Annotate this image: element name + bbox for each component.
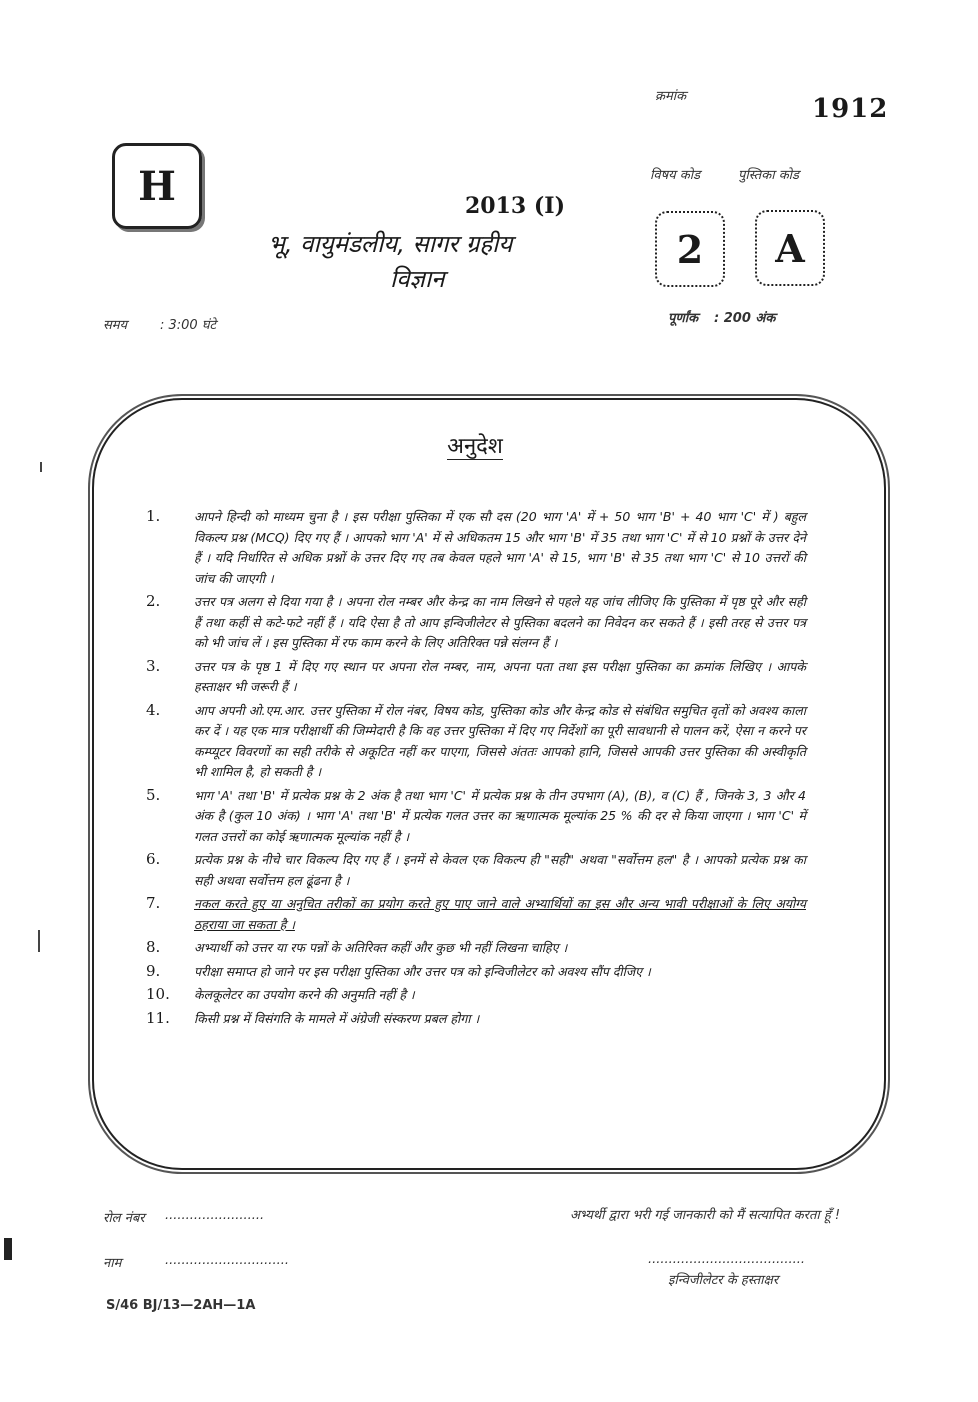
booklet-code: A (775, 225, 805, 271)
signature-line: ...................................... (648, 1252, 806, 1267)
subject-code-label: विषय कोड (650, 168, 701, 183)
instruction-item: 9. परीक्षा समाप्त हो जाने पर इस परीक्षा पुस्तिका और उत्तर पत्र को इन्विजीलेटर को अवश्य सौंप दीजिए । (146, 961, 651, 980)
subject-title-line2: विज्ञान (390, 265, 445, 293)
subject-code: 2 (676, 226, 704, 272)
instruction-item: 5. भाग 'A' तथा 'B' में प्रत्येक प्रश्न के 2 अंक है तथा भाग 'C' में प्रत्येक प्रश्न के तीन उपभाग (A), (B), व (C) हैं , जिनके 3, 3 और 4 अंक है (कुल 10 अंक) । भाग 'A' तथा 'B' में प्रत्येक गलत उत्तर का ऋणात्मक मूल्यांक 25 % की दर से किया जाएगा । भाग 'C' में गलत उत्तरों का कोई ऋणात्मक मूल्यांक नहीं है । (146, 785, 806, 844)
footer-booklet-code: S/46 BJ/13—2AH—1A (106, 1298, 256, 1313)
instructions-list (146, 507, 806, 1032)
instruction-item: 1. आपने हिन्दी को माध्यम चुना है । इस परीक्षा पुस्तिका में एक सौ दस (20 भाग 'A' में + 50 भाग 'B' + 40 भाग 'C' में ) बहुल विकल्प प्रश्न (MCQ) दिए गए हैं । आपको भाग 'A' में से अधिकतम 15 और भाग 'B' में 35 तथा भाग 'C' में से 10 प्रश्नों के उत्तर देने हैं । यदि निर्धारित से अधिक प्रश्नों के उत्तर दिए गए तब केवल पहले भाग 'A' से 15, भाग 'B' से 35 तथा भाग 'C' से 10 उत्तरों की जांच की जाएगी । (146, 507, 806, 586)
instruction-item: 10. केलकूलेटर का उपयोग करने की अनुमति नहीं है । (146, 985, 415, 1003)
scan-speck (40, 462, 42, 472)
name-label: नाम (103, 1256, 122, 1271)
instruction-item: 3. उत्तर पत्र के पृष्ठ 1 में दिए गए स्थान पर अपना रोल नम्बर, नाम, अपना पता तथा इस परीक्षा पुस्तिका का क्रमांक लिखिए । आपके हस्ताक्षर भी जरूरी हैं । (146, 656, 806, 694)
instruction-item: 6. प्रत्येक प्रश्न के नीचे चार विकल्प दिए गए हैं । इनमें से केवल एक विकल्प ही "सही" अथवा "सर्वोत्तम हल" है । आपको प्रत्येक प्रश्न का सही अथवा सर्वोत्तम हल ढूंढना है । (146, 850, 806, 888)
serial-label: क्रमांक (655, 89, 687, 104)
instruction-item: 11. किसी प्रश्न में विसंगति के मामले में अंग्रेजी संस्करण प्रबल होगा । (146, 1008, 480, 1027)
scan-speck (4, 1238, 12, 1260)
instruction-item: 4. आप अपनी ओ.एम.आर. उत्तर पुस्तिका में रोल नंबर, विषय कोड, पुस्तिका कोड और केन्द्र कोड से संबंधित समुचित वृतों को अवश्य काला कर दें । यह एक मात्र परीक्षार्थी की जिम्मेदारी है कि वह उत्तर पुस्तिका में दिए गए निर्देशों का पूरी सावधानी से पालन करें, ऐसा न करने पर कम्प्यूटर विवरणों का सही तरीके से अकूटित नहीं कर पाएगा, जिससे अंततः आपको हानि, जिससे आपकी उत्तर पुस्तिका की अस्वीकृति भी शामिल है, हो सकती है । (146, 700, 806, 779)
booklet-code-label: पुस्तिका कोड (738, 168, 800, 183)
time-label: समय (103, 318, 128, 333)
instruction-item: 8. अभ्यार्थी को उत्तर या रफ पन्नों के अतिरिक्त कहीं और कुछ भी नहीं लिखना चाहिए । (146, 938, 568, 956)
max-marks-label: पूर्णांक (668, 311, 699, 326)
series-letter: H (138, 162, 176, 210)
subject-title-line1: भू, वायुमंडलीय, सागर ग्रहीय (268, 230, 513, 258)
instructions-heading: अनुदेश (447, 434, 503, 459)
instruction-item: 7. नकल करते हुए या अनुचित तरीकों का प्रयोग करते हुए पाए जाने वाले अभ्यार्थियों का इस और अन्य भावी परीक्षाओं के लिए अयोग्य ठहराया जा सकता है । (146, 894, 806, 932)
scan-speck (38, 930, 40, 952)
verification-statement: अभ्यर्थी द्वारा भरी गई जानकारी को मैं सत्यापित करता हूँ ! (570, 1208, 841, 1223)
invigilator-signature-label: इन्विजीलेटर के हस्ताक्षर (668, 1273, 779, 1288)
booklet-code-box (755, 210, 825, 286)
instruction-item: 2. उत्तर पत्र अलग से दिया गया है । अपना रोल नम्बर और केन्द्र का नाम लिखने से पहले यह जांच लीजिए कि पुस्तिका में पृष्ठ पूरे और सही हैं तथा कहीं से कटे-फटे नहीं हैं । यदि ऐसा है तो आप इन्विजीलेटर से पुस्तिका बदलने का निवेदन कर सकते हैं । इसी तरह से उत्तर पत्र को भी जांच लें । इस पुस्तिका में रफ काम करने के लिए अतिरिक्त पन्ने संलग्न हैं । (146, 592, 806, 650)
serial-number: 1912 (812, 94, 889, 124)
time-value: : 3:00 घंटे (160, 318, 217, 333)
roll-number-field: ........................ (165, 1208, 265, 1223)
exam-year: 2013 (I) (465, 193, 565, 219)
roll-number-label: रोल नंबर (103, 1211, 145, 1226)
max-marks-value: : 200 अंक (714, 311, 776, 326)
subject-code-box (655, 211, 725, 287)
name-field: .............................. (165, 1253, 289, 1268)
